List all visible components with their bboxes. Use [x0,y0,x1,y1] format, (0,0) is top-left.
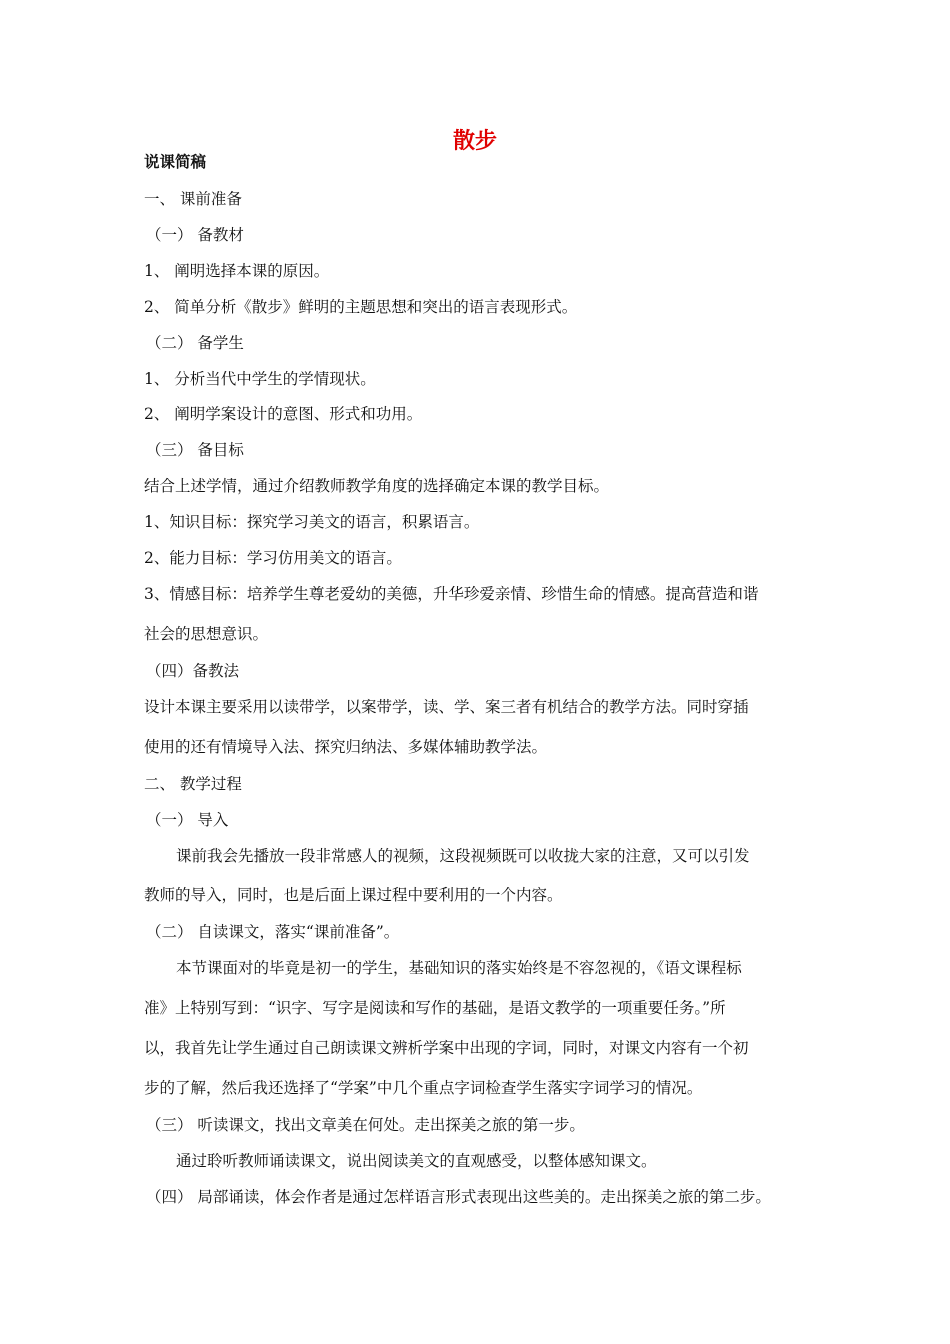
paragraph-line: 课前我会先播放一段非常感人的视频，这段视频既可以收拢大家的注意，又可以引发 [176,847,750,865]
paragraph-line: 3、情感目标：培养学生尊老爱幼的美德，升华珍爱亲情、珍惜生命的情感。提高营造和谐 [144,585,759,603]
paragraph-line: 通过聆听教师诵读课文，说出阅读美文的直观感受，以整体感知课文。 [176,1152,657,1170]
paragraph-line: 结合上述学情，通过介绍教师教学角度的选择确定本课的教学目标。 [144,477,610,495]
paragraph-line: 社会的思想意识。 [144,625,269,643]
subsection-heading: （二） 自读课文，落实“课前准备”。 [146,923,400,941]
paragraph-line: 2、 简单分析《散步》鲜明的主题思想和突出的语言表现形式。 [144,298,578,316]
subsection-heading: （四）备教法 [146,662,240,680]
paragraph-line: 1、 分析当代中学生的学情现状。 [144,370,376,388]
paragraph-line: 准》上特别写到：“识字、写字是阅读和写作的基础，是语文教学的一项重要任务。”所 [144,999,726,1017]
paragraph-line: 使用的还有情境导入法、探究归纳法、多媒体辅助教学法。 [144,738,548,756]
paragraph-line: 2、 阐明学案设计的意图、形式和功用。 [144,405,423,423]
subsection-heading: （二） 备学生 [146,334,244,352]
paragraph-line: 教师的导入，同时，也是后面上课过程中要利用的一个内容。 [144,886,563,904]
paragraph-line: 步的了解，然后我还选择了“学案”中几个重点字词检查学生落实字词学习的情况。 [144,1079,703,1097]
paragraph-line: 1、知识目标：探究学习美文的语言，积累语言。 [144,513,480,531]
section-heading: 二、 教学过程 [144,775,242,793]
paragraph-line: 2、能力目标：学习仿用美文的语言。 [144,549,402,567]
paragraph-line: 本节课面对的毕竟是初一的学生，基础知识的落实始终是不容忽视的，《语文课程标 [176,959,742,977]
subsection-heading: （一） 备教材 [146,226,244,244]
subsection-heading: （一） 导入 [146,811,229,829]
subsection-heading: （三） 听读课文，找出文章美在何处。走出探美之旅的第一步。 [146,1116,585,1134]
paragraph-line: 设计本课主要采用以读带学，以案带学，读、学、案三者有机结合的教学方法。同时穿插 [144,698,749,716]
subsection-heading: （四） 局部诵读，体会作者是通过怎样语言形式表现出这些美的。走出探美之旅的第二步。 [146,1188,771,1206]
subsection-heading: （三） 备目标 [146,441,244,459]
section-heading: 一、 课前准备 [144,190,242,208]
paragraph-line: 以，我首先让学生通过自己朗读课文辨析学案中出现的字词，同时，对课文内容有一个初 [144,1039,749,1057]
document-title: 散步 [452,129,497,154]
document-subtitle: 说课简稿 [144,153,207,171]
paragraph-line: 1、 阐明选择本课的原因。 [144,262,330,280]
